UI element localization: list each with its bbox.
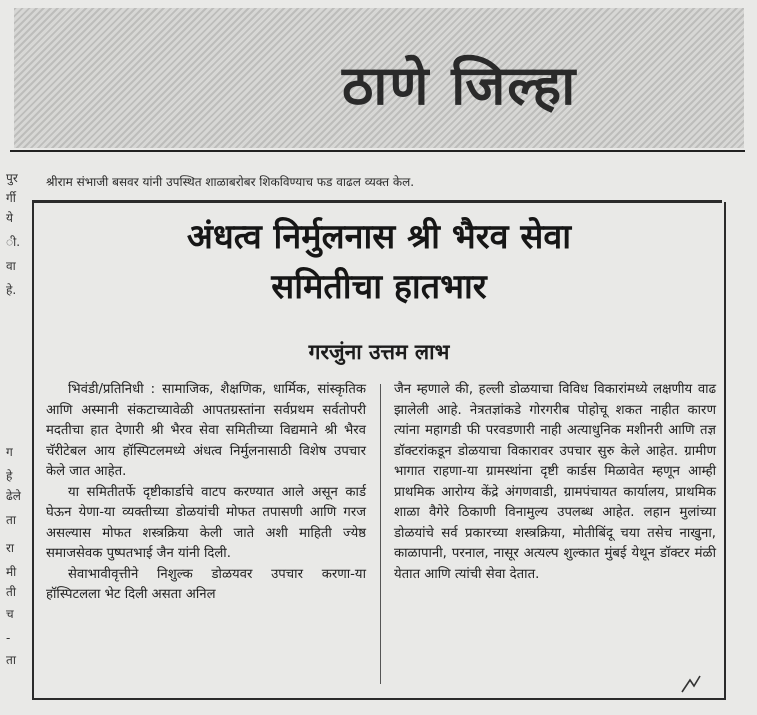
fragment: मी <box>6 565 17 579</box>
fragment: ग <box>6 445 13 459</box>
corner-mark-icon <box>680 672 702 696</box>
fragment: ता <box>6 653 16 667</box>
fragment: - <box>6 631 11 645</box>
previous-article-caption: श्रीराम संभाजी बसवर यांनी उपस्थित शाळाबरोबर शिकविण्याच फड वाढल व्यक्त केल. <box>46 175 415 189</box>
article-left-column <box>46 380 366 606</box>
fragment: र्गी <box>6 191 16 205</box>
fragment: पुर <box>6 171 18 185</box>
headline-line-1: अंधत्व निर्मुलनास श्री भैरव सेवा <box>186 217 572 257</box>
fragment: ता <box>6 513 16 527</box>
paragraph: सेवाभावीवृत्तीने निशुल्क डोळयवर उपचार करणा-या हॉस्पिटलला भेट दिली असता अनिल <box>46 566 366 602</box>
fragment: हे <box>6 469 13 483</box>
banner-divider <box>10 150 745 152</box>
fragment: वा <box>6 259 16 273</box>
fragment: रा <box>6 541 15 555</box>
paragraph: भिवंडी/प्रतिनिधी : सामाजिक, शैक्षणिक, धार्मिक, सांस्कृतिक आणि अस्मानी संकटाच्यावेळी आपतग्रस्तांना सर्वप्रथम सर्वतोपरी मदतीचा हात देणारी श्री भैरव सेवा समितीच्या विद्यमाने श्री भैरव चॅरीटेबल आय हॉस्पिटलमध्ये अंधत्व निर्मुलनासाठी विशेष उपचार केले जात आहेत. <box>46 382 366 479</box>
adjacent-column-fragments <box>4 160 24 680</box>
article-subheadline: गरजुंना उत्तम लाभ <box>308 340 450 364</box>
fragment: ढेले <box>6 489 21 503</box>
column-divider <box>380 384 381 684</box>
fragment: च <box>6 607 14 621</box>
fragment: हे. <box>6 283 17 297</box>
fragment: ती <box>6 585 16 599</box>
paragraph: जैन म्हणाले की, हल्ली डोळयाचा विविध विकारांमध्ये लक्षणीय वाढ झालेली आहे. नेत्रतज्ञांकडे गोरगरीब पोहोचू शकत नाहीत कारण त्यांना महागडी फी परवडणारी नाही अत्याधुनिक मशीनरी आणि तज्ञ डॉक्टरांकडून डोळयाचा विकारावर उपचार सुरु केले आहेत. ग्रामीण भागात राहणा-या ग्रामस्थांना दृष्टी कार्डस मिळावेत म्हणून आम्ही प्राथमिक आरोग्य केंद्रे अंगणवाडी, ग्रामपंचायत कार्यालय, प्राथमिक शाळा वैगेरे ठिकाणी विनामुल्य उपलब्ध आहेत. लहान मुलांच्या डोळयांचे सर्व प्रकारच्या शस्त्रक्रिया, मोतीबिंदू चया तसेच नाखुना, काळापानी, परनाल, नासूर अत्यल्प शुल्कात मुंबई येथून डॉक्टर मंळी येतात आणि त्यांची सेवा देतात. <box>394 382 716 582</box>
headline-line-2: समितीचा हातभार <box>271 267 487 307</box>
article-right-column <box>394 380 716 585</box>
fragment: ी. <box>6 235 21 249</box>
section-title: ठाणे जिल्हा <box>342 54 578 117</box>
section-banner <box>14 8 744 148</box>
article-headline <box>34 212 724 312</box>
article-box <box>32 202 726 700</box>
paragraph: या समितीतर्फे दृष्टीकार्डाचे वाटप करण्यात आले असून कार्ड घेऊन येणा-या व्यक्तीच्या डोळयांची मोफत तपासणी आणि गरज असल्यास मोफत शस्त्रक्रिया केली जाते अशी माहिती ज्येष्ठ समाजसेवक पुष्पतभाई जैन यांनी दिली. <box>46 484 366 561</box>
fragment: ये <box>6 211 13 225</box>
